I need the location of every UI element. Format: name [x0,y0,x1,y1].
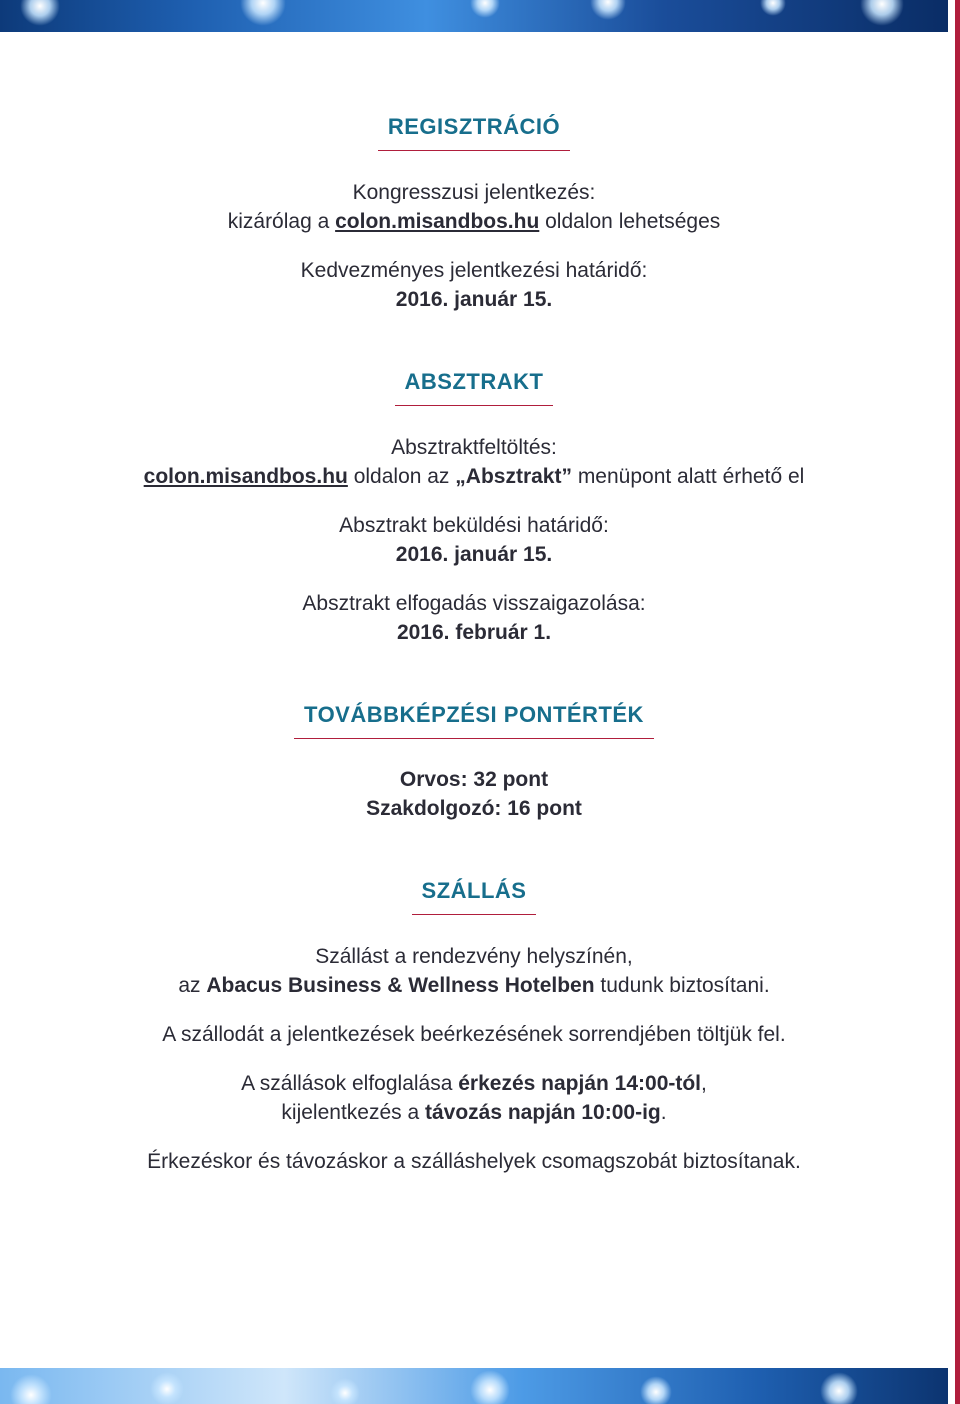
abstract-deadline-label: Absztrakt beküldési határidő: [339,514,609,537]
accommodation-text: tudunk biztosítani. [594,974,770,997]
accommodation-line: Érkezéskor és távozáskor a szálláshelyek csomagszobát biztosítanak. [147,1150,801,1173]
deadline-label: Kedvezményes jelentkezési határidő: [300,259,648,282]
credits-doctor: Orvos: 32 pont [399,768,549,791]
top-decorative-banner [0,0,948,32]
abstract-acceptance-date: 2016. február 1. [396,621,552,644]
accommodation-hotel [0,942,948,1000]
abstract-acceptance-label: Absztrakt elfogadás visszaigazolása: [302,592,646,615]
accommodation-line [0,1069,948,1098]
bottom-decorative-banner [0,1368,948,1404]
accommodation-times [0,1069,948,1127]
section-registration [0,114,948,151]
abstract-acceptance [0,589,948,647]
checkin-time: érkezés napján 14:00-tól [458,1072,702,1095]
accommodation-order [0,1020,948,1049]
accommodation-line: A szállodát a jelentkezések beérkezésének sorrendjében töltjük fel. [162,1023,786,1046]
accommodation-text: kijelentkezés a [281,1101,425,1124]
abstract-deadline [0,511,948,569]
accommodation-text: , [701,1072,707,1095]
registration-text: oldalon lehetséges [539,210,721,233]
registration-text: kizárólag a [227,210,336,233]
right-margin [948,0,955,1404]
right-accent-bar [955,0,960,1404]
credits-body [0,765,948,823]
abstract-heading: ABSZTRAKT [395,369,554,406]
section-accommodation [0,878,948,915]
abstract-deadline-date: 2016. január 15. [395,543,553,566]
registration-deadline [0,256,948,314]
accommodation-text: A szállások elfoglalása [241,1072,459,1095]
section-abstract [0,369,948,406]
registration-line [0,207,948,236]
abstract-link[interactable]: colon.misandbos.hu [143,465,348,488]
abstract-upload [0,433,948,491]
abstract-text: oldalon az [347,465,456,488]
abstract-text: menüpont alatt érhető el [571,465,805,488]
registration-line: Kongresszusi jelentkezés: [352,181,596,204]
accommodation-line: Szállást a rendezvény helyszínén, [315,945,633,968]
credits-staff: Szakdolgozó: 16 pont [366,797,582,820]
accommodation-text: . [660,1101,667,1124]
checkout-time: távozás napján 10:00-ig [424,1101,661,1124]
abstract-upload-label: Absztraktfeltöltés: [391,436,557,459]
accommodation-line [0,971,948,1000]
credits-heading: TOVÁBBKÉPZÉSI PONTÉRTÉK [294,702,654,739]
deadline-date: 2016. január 15. [395,288,553,311]
section-credits [0,702,948,739]
accommodation-line [0,1098,948,1127]
abstract-menu-name: „Absztrakt” [455,465,572,488]
registration-link[interactable]: colon.misandbos.hu [335,210,540,233]
accommodation-heading: SZÁLLÁS [412,878,537,915]
registration-body [0,178,948,236]
accommodation-text: az [178,974,207,997]
abstract-upload-line [0,462,948,491]
registration-heading: REGISZTRÁCIÓ [378,114,570,151]
hotel-name: Abacus Business & Wellness Hotelben [206,974,595,997]
accommodation-luggage [0,1147,948,1176]
